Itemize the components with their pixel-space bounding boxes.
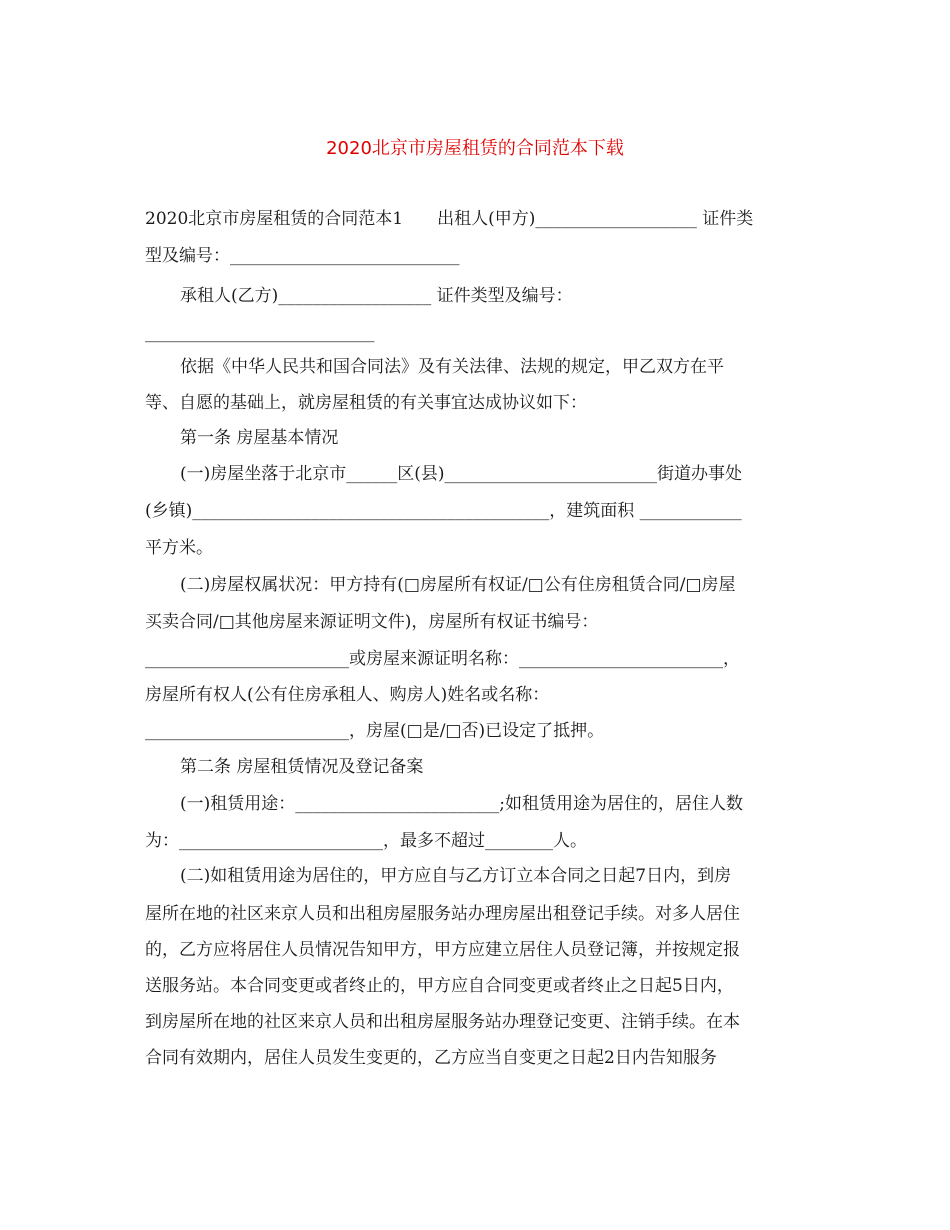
text-line: 合同有效期内，居住人员发生变更的，乙方应当自变更之日起2日内告知服务 [145,1048,717,1068]
text-line: (二)如租赁用途为居住的，甲方应自与乙方订立本合同之日起7日内，到房 [180,866,732,886]
text-line: 房屋所有权人(公有住房承租人、购房人)姓名或名称： [145,685,550,705]
text-line: 型及编号：___________________________ [145,246,460,266]
text-line: 承租人(乙方)__________________ 证件类型及编号： [180,286,573,306]
text-line: 依据《中华人民共和国合同法》及有关法律、法规的规定，甲乙双方在平 [180,357,724,377]
text-line: 送服务站。本合同变更或者终止的，甲方应自合同变更或者终止之日起5日内， [145,976,734,996]
text-line: ________________________，房屋(□是/□否)已设定了抵押。 [145,721,605,741]
text-line: 2020北京市房屋租赁的合同范本1 出租人(甲方)___________________ 证件类 [145,209,754,229]
section-heading: 第二条 房屋租赁情况及登记备案 [180,757,424,777]
text-line: 等、自愿的基础上，就房屋租赁的有关事宜达成协议如下： [145,393,587,413]
text-line: (二)房屋权属状况：甲方持有(□房屋所有权证/□公有住房租赁合同/□房屋 [180,575,736,595]
text-line: (一)租赁用途：________________________;如租赁用途为居住的，居住人数 [180,794,743,814]
section-heading: 第一条 房屋基本情况 [180,428,339,448]
text-line: 到房屋所在地的社区来京人员和出租房屋服务站办理登记变更、注销手续。在本 [145,1012,740,1032]
document-title: 2020北京市房屋租赁的合同范本下载 [326,138,624,159]
text-line: (一)房屋坐落于北京市______区(县)_________________________街道办事处 [180,464,743,484]
text-line: ________________________或房屋来源证明名称：________________________， [145,649,740,669]
text-line: ___________________________ [145,323,375,343]
text-line: (乡镇)__________________________________________，建筑面积 ____________ [145,501,742,521]
text-line: 的，乙方应将居住人员情况告知甲方，甲方应建立居住人员登记簿，并按规定报 [145,940,740,960]
text-line: 为：________________________，最多不超过________人。 [145,831,587,851]
text-line: 买卖合同/□其他房屋来源证明文件)，房屋所有权证书编号： [145,612,599,632]
text-line: 平方米。 [145,538,213,558]
text-line: 屋所在地的社区来京人员和出租房屋服务站办理房屋出租登记手续。对多人居住 [145,904,740,924]
